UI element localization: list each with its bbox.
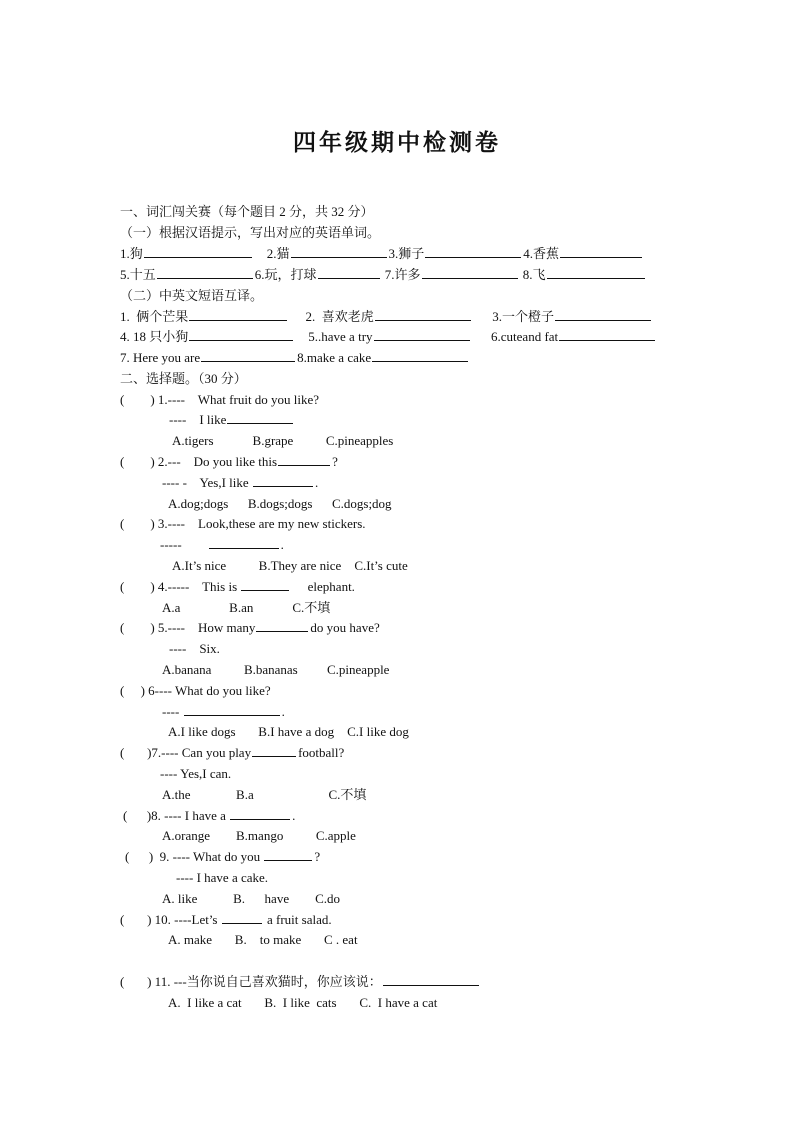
answer-line-6 (162, 702, 285, 722)
phrase-item: 2. 喜欢老虎 (305, 309, 374, 324)
dialog-dash: ---- (169, 412, 187, 427)
question-4 (120, 577, 355, 597)
option-c: C.pineapples (325, 433, 394, 448)
options-11 (168, 993, 437, 1013)
question-text-end: . (292, 808, 296, 823)
answer-blank[interactable] (278, 452, 330, 466)
option-c: C.dogs;dog (331, 496, 392, 511)
option-b: B.an (229, 600, 254, 615)
vocab-item: 7.许多 (384, 267, 421, 282)
option-a: A.a (162, 600, 181, 615)
answer-blank[interactable] (189, 327, 293, 341)
option-a: A.It’s nice (172, 558, 227, 573)
option-c: C.do (315, 891, 341, 906)
option-b: B.I have a dog (258, 724, 335, 739)
vocab-item: 4.香蕉 (523, 246, 560, 261)
question-text-end: football? (298, 745, 345, 760)
section1-heading: （一）根据汉语提示，写出对应的英语单词。 (120, 225, 381, 240)
dialog-dash: ---- (176, 870, 194, 885)
phrase-item: 3.一个橙子 (492, 309, 555, 324)
vocab-row-1 (120, 244, 644, 264)
question-text-end: ? (332, 454, 338, 469)
question-7 (120, 743, 344, 763)
question-11 (120, 972, 481, 992)
option-b: B.grape (252, 433, 294, 448)
option-b: B.They are nice (258, 558, 342, 573)
answer-blank[interactable] (230, 806, 290, 820)
question-text: This is (202, 579, 238, 594)
question-3 (120, 514, 366, 534)
dialog-dash: ---- - (162, 475, 187, 490)
phrase-item: 7. Here you are (120, 350, 201, 365)
answer-blank[interactable] (184, 702, 280, 716)
answer-blank[interactable] (241, 577, 289, 591)
answer-blank[interactable] (222, 910, 262, 924)
answer-bracket[interactable]: ( ) (120, 392, 155, 407)
question-number: 9. ---- (159, 849, 190, 864)
answer-blank[interactable] (559, 327, 655, 341)
answer-line-5 (169, 639, 220, 659)
option-c: C.I like dog (347, 724, 409, 739)
answer-blank[interactable] (374, 327, 470, 341)
option-c: C. I have a cat (359, 995, 438, 1010)
answer-text-end: . (280, 537, 284, 552)
option-c: C.不填 (328, 787, 367, 802)
question-text-end: elephant. (307, 579, 355, 594)
question-number: 3.---- (157, 516, 185, 531)
question-1 (120, 390, 319, 410)
question-text: I have a (184, 808, 226, 823)
answer-bracket[interactable]: ( ) (120, 579, 155, 594)
option-b: B. have (233, 891, 290, 906)
answer-blank[interactable] (291, 244, 387, 258)
phrase-item: 5..have a try (308, 329, 373, 344)
phrase-item: 8.make a cake (297, 350, 372, 365)
answer-bracket[interactable]: ( ) (120, 974, 152, 989)
question-5 (120, 618, 380, 638)
question-text: What do you (193, 849, 261, 864)
option-a: A.tigers (172, 433, 214, 448)
options-1 (172, 431, 393, 451)
dialog-dash: ---- (160, 766, 178, 781)
options-7 (162, 785, 366, 805)
options-6 (168, 722, 409, 742)
answer-blank[interactable] (227, 410, 293, 424)
answer-blank[interactable] (555, 307, 651, 321)
answer-blank[interactable] (264, 847, 312, 861)
part1-heading: 一、词汇闯关赛（每个题目 2 分，共 32 分） (120, 204, 374, 219)
answer-text: Yes,I can. (180, 766, 232, 781)
option-b: B.a (236, 787, 254, 802)
question-text: Let’s (191, 912, 218, 927)
question-text: Look,these are my new stickers. (198, 516, 366, 531)
answer-blank[interactable] (318, 265, 380, 279)
options-8 (162, 826, 356, 846)
option-a: A.banana (162, 662, 212, 677)
option-c: C.apple (315, 828, 356, 843)
question-number: 1.---- (157, 392, 185, 407)
option-a: A.I like dogs (168, 724, 236, 739)
phrase-item: 6.cuteand fat (491, 329, 559, 344)
option-a: A. I like a cat (168, 995, 242, 1010)
option-a: A.dog;dogs (168, 496, 229, 511)
option-b: B.dogs;dogs (247, 496, 313, 511)
question-number: 11. --- (154, 974, 187, 989)
vocab-item: 1.狗 (120, 246, 143, 261)
question-8 (123, 806, 295, 826)
option-a: A. like (162, 891, 198, 906)
option-a: A.orange (162, 828, 211, 843)
answer-bracket[interactable]: ( ) (120, 683, 145, 698)
section2-heading: （二）中英文短语互译。 (120, 288, 264, 303)
question-number: 2.--- (157, 454, 181, 469)
answer-bracket[interactable]: ( ) (120, 912, 152, 927)
answer-text: I like (199, 412, 227, 427)
answer-blank[interactable] (425, 244, 521, 258)
options-2 (168, 494, 392, 514)
phrase-row-3 (120, 348, 470, 368)
question-number: 8. ---- (151, 808, 182, 823)
answer-blank[interactable] (256, 618, 308, 632)
option-c: C . eat (323, 932, 358, 947)
phrase-item: 4. 18 只小狗 (120, 329, 189, 344)
answer-blank[interactable] (383, 972, 479, 986)
answer-blank[interactable] (144, 244, 252, 258)
answer-blank[interactable] (189, 307, 287, 321)
question-text: How many (198, 620, 256, 635)
options-9 (162, 889, 340, 909)
answer-blank[interactable] (253, 473, 313, 487)
question-number: 6---- (148, 683, 172, 698)
answer-bracket[interactable]: ( ) (123, 808, 152, 823)
question-9 (125, 847, 320, 867)
answer-line-2 (162, 473, 318, 493)
option-b: B. to make (234, 932, 302, 947)
option-b: B.mango (236, 828, 284, 843)
answer-text: I have a cake. (196, 870, 269, 885)
vocab-item: 6.玩，打球 (254, 267, 317, 282)
answer-line-7 (160, 764, 231, 784)
answer-blank[interactable] (375, 307, 471, 321)
question-2 (120, 452, 338, 472)
answer-text-end: . (314, 475, 319, 490)
dialog-dash: ---- (162, 704, 180, 719)
question-text: What do you like? (175, 683, 271, 698)
vocab-item: 3.狮子 (388, 246, 425, 261)
option-c: C.It’s cute (354, 558, 408, 573)
answer-bracket[interactable]: ( ) (120, 745, 152, 760)
answer-blank[interactable] (547, 265, 645, 279)
dialog-dash: ----- (160, 537, 182, 552)
option-b: B.bananas (243, 662, 298, 677)
question-10 (120, 910, 332, 930)
answer-blank[interactable] (209, 535, 279, 549)
answer-line-1 (169, 410, 295, 430)
question-number: 4.----- (157, 579, 190, 594)
question-text: Can you play (181, 745, 252, 760)
phrase-row-1 (120, 307, 653, 327)
question-text: What fruit do you like? (197, 392, 320, 407)
answer-blank[interactable] (252, 743, 296, 757)
page-title: 四年级期中检测卷 (293, 130, 501, 155)
dialog-dash: ---- (169, 641, 187, 656)
answer-bracket[interactable]: ( ) (120, 516, 155, 531)
vocab-item: 2.猫 (266, 246, 290, 261)
answer-text-end: . (281, 704, 285, 719)
answer-line-9 (176, 868, 268, 888)
question-text: Do you like this (193, 454, 278, 469)
question-text-end: ? (314, 849, 321, 864)
question-text-end: do you have? (310, 620, 380, 635)
option-c: C.不填 (292, 600, 331, 615)
question-text: 当你说自己喜欢猫时，你应该说： (186, 974, 382, 989)
vocab-item: 8.飞 (522, 267, 546, 282)
answer-blank[interactable] (560, 244, 642, 258)
answer-blank[interactable] (157, 265, 253, 279)
answer-text: Yes,I like (199, 475, 249, 490)
options-10 (168, 930, 358, 950)
question-6 (120, 681, 271, 701)
vocab-row-2 (120, 265, 647, 285)
answer-line-3 (160, 535, 284, 555)
option-b: B. I like cats (264, 995, 337, 1010)
part2-heading: 二、选择题。（30 分） (120, 371, 247, 386)
option-a: A.the (162, 787, 191, 802)
phrase-row-2 (120, 327, 657, 347)
options-5 (162, 660, 389, 680)
answer-blank[interactable] (201, 348, 295, 362)
option-c: C.pineapple (327, 662, 390, 677)
answer-bracket[interactable]: ( ) (125, 849, 154, 864)
phrase-item: 1. 俩个芒果 (120, 309, 189, 324)
answer-bracket[interactable]: ( ) (120, 454, 155, 469)
question-number: 10. ---- (154, 912, 192, 927)
answer-blank[interactable] (372, 348, 468, 362)
answer-blank[interactable] (422, 265, 518, 279)
options-4 (162, 598, 330, 618)
question-number: 7.---- (151, 745, 179, 760)
option-a: A. make (168, 932, 213, 947)
answer-bracket[interactable]: ( ) (120, 620, 155, 635)
question-text-end: a fruit salad. (267, 912, 332, 927)
vocab-item: 5.十五 (120, 267, 156, 282)
options-3 (172, 556, 408, 576)
question-number: 5.---- (157, 620, 185, 635)
answer-text: Six. (199, 641, 220, 656)
